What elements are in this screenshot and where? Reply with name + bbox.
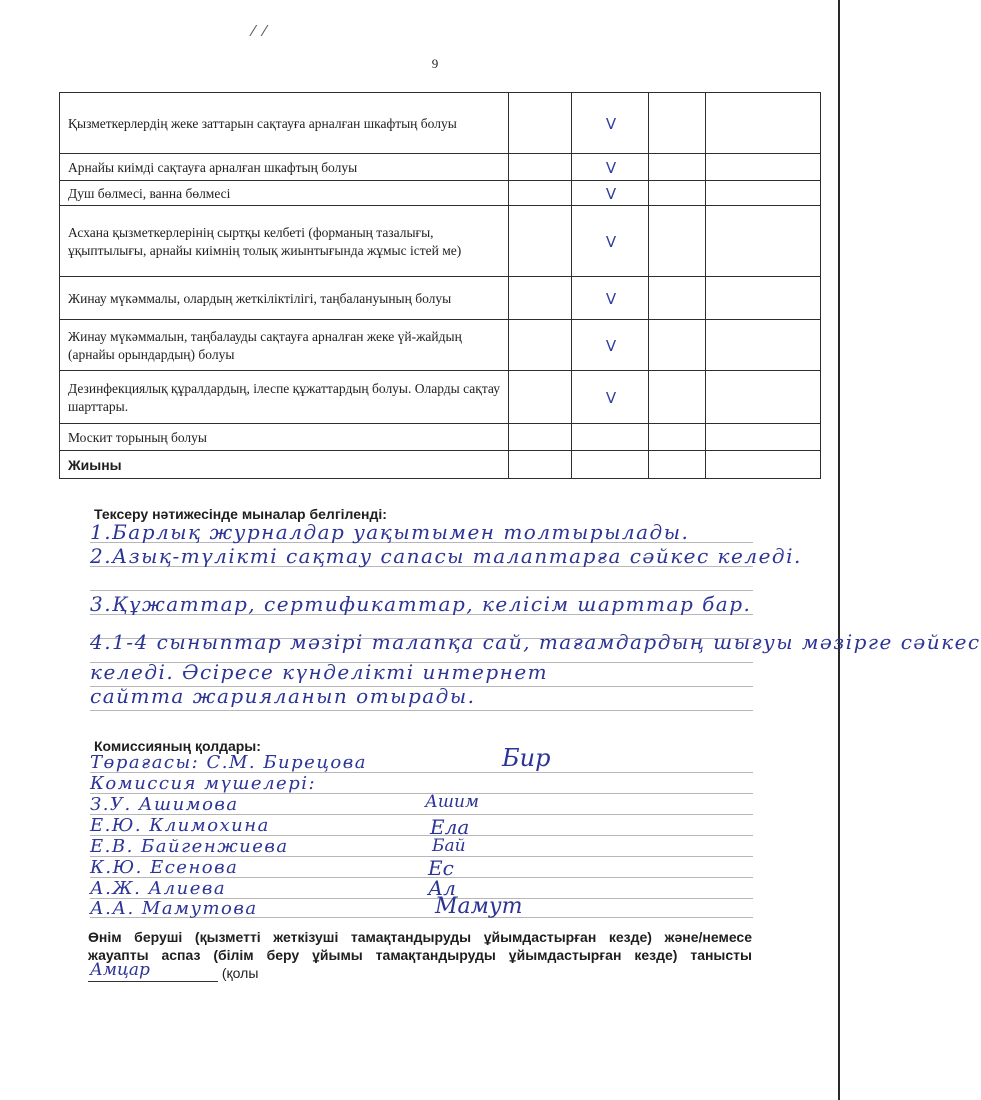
member-signature: Мамут bbox=[435, 894, 523, 919]
member-signature: Ела bbox=[430, 815, 470, 839]
member-name: З.У. Ашимова bbox=[90, 794, 239, 815]
check-mark: V bbox=[572, 154, 649, 181]
table-row bbox=[60, 93, 821, 154]
member-signature: Бай bbox=[432, 836, 466, 856]
check-mark: V bbox=[572, 181, 649, 206]
member-name: Комиссия мүшелері: bbox=[90, 773, 317, 794]
acknowledgement bbox=[88, 928, 752, 982]
check-mark: V bbox=[572, 93, 649, 154]
row-label: Жинау мүкәммалы, олардың жеткіліктілігі, таңбалануының болуы bbox=[60, 277, 509, 320]
member-signature: Бир bbox=[502, 744, 551, 772]
commission-title: Комиссияның қолдары: bbox=[94, 738, 261, 754]
check-mark: V bbox=[572, 206, 649, 277]
table-row bbox=[60, 154, 821, 181]
finding-line: 3.Құжаттар, сертификаттар, келісім шарттар бар. bbox=[90, 592, 752, 616]
row-label: Жинау мүкәммалын, таңбалауды сақтауға арналған жеке үй-жайдың (арнайы орындардың) болуы bbox=[60, 320, 509, 371]
finding-line: 4.1-4 сыныптар мәзірі талапқа сай, тағамдардың шығуы мәзірге сәйкес bbox=[90, 630, 981, 654]
check-mark bbox=[572, 424, 649, 451]
total-label: Жиыны bbox=[60, 451, 509, 479]
finding-line: келеді. Әсіресе күнделікті интернет bbox=[90, 660, 549, 684]
signature-line bbox=[88, 960, 218, 982]
finding-line: 1.Барлық журналдар уақытымен толтырылады. bbox=[90, 520, 690, 544]
member-signature: Ес bbox=[428, 856, 454, 880]
member-name: А.Ж. Алиева bbox=[90, 878, 227, 899]
member-name: К.Ю. Есенова bbox=[90, 857, 239, 878]
checklist-table bbox=[59, 92, 821, 479]
table-row bbox=[60, 206, 821, 277]
page-number: 9 bbox=[431, 56, 439, 71]
row-label: Дезинфекциялық құралдардың, ілеспе құжаттардың болуы. Оларды сақтау шарттары. bbox=[60, 371, 509, 424]
acknowledgement-text: Өнім беруші (қызметті жеткізуші тамақтандыруды ұйымдастырған кезде) және/немесе жауапты аспаз (білім беру ұйымы тамақтандыруды ұйымдастырған кезде) танысты bbox=[88, 929, 752, 963]
check-mark: V bbox=[572, 371, 649, 424]
member-name: Е.В. Байгенжиева bbox=[90, 836, 289, 857]
row-label: Асхана қызметкерлерінің сыртқы келбеті (форманың тазалығы, ұқыптылығы, арнайы киімнің толық жиынтығында жұмыс істей ме) bbox=[60, 206, 509, 277]
finding-line: сайтта жарияланып отырады. bbox=[90, 684, 476, 708]
member-name: Е.Ю. Климохина bbox=[90, 815, 270, 836]
scan-edge-line bbox=[838, 0, 840, 1100]
table-row bbox=[60, 424, 821, 451]
member-name: А.А. Мамутова bbox=[90, 898, 258, 919]
table-row bbox=[60, 320, 821, 371]
row-label: Арнайы киімді сақтауға арналған шкафтың болуы bbox=[60, 154, 509, 181]
findings-title: Тексеру нәтижесінде мыналар белгіленді: bbox=[94, 506, 387, 522]
member-name: Төрағасы: С.М. Бирецова bbox=[90, 752, 367, 773]
pen-marks: ⁄ ⁄ bbox=[252, 22, 268, 40]
total-row bbox=[60, 451, 821, 479]
row-label: Қызметкерлердің жеке заттарын сақтауға арналған шкафтың болуы bbox=[60, 93, 509, 154]
table-row bbox=[60, 371, 821, 424]
finding-line: 2.Азық-түлікті сақтау сапасы талаптарға сәйкес келеді. bbox=[90, 544, 802, 568]
member-signature: Ал bbox=[428, 876, 456, 900]
table-row bbox=[60, 181, 821, 206]
member-signature: Ашим bbox=[425, 792, 480, 812]
row-label: Москит торының болуы bbox=[60, 424, 509, 451]
table-row bbox=[60, 277, 821, 320]
check-mark: V bbox=[572, 320, 649, 371]
check-mark: V bbox=[572, 277, 649, 320]
findings-area bbox=[90, 520, 981, 730]
row-label: Душ бөлмесі, ванна бөлмесі bbox=[60, 181, 509, 206]
cook-signature: Амцар bbox=[90, 960, 150, 980]
signature-caption: (қолы bbox=[221, 965, 259, 981]
